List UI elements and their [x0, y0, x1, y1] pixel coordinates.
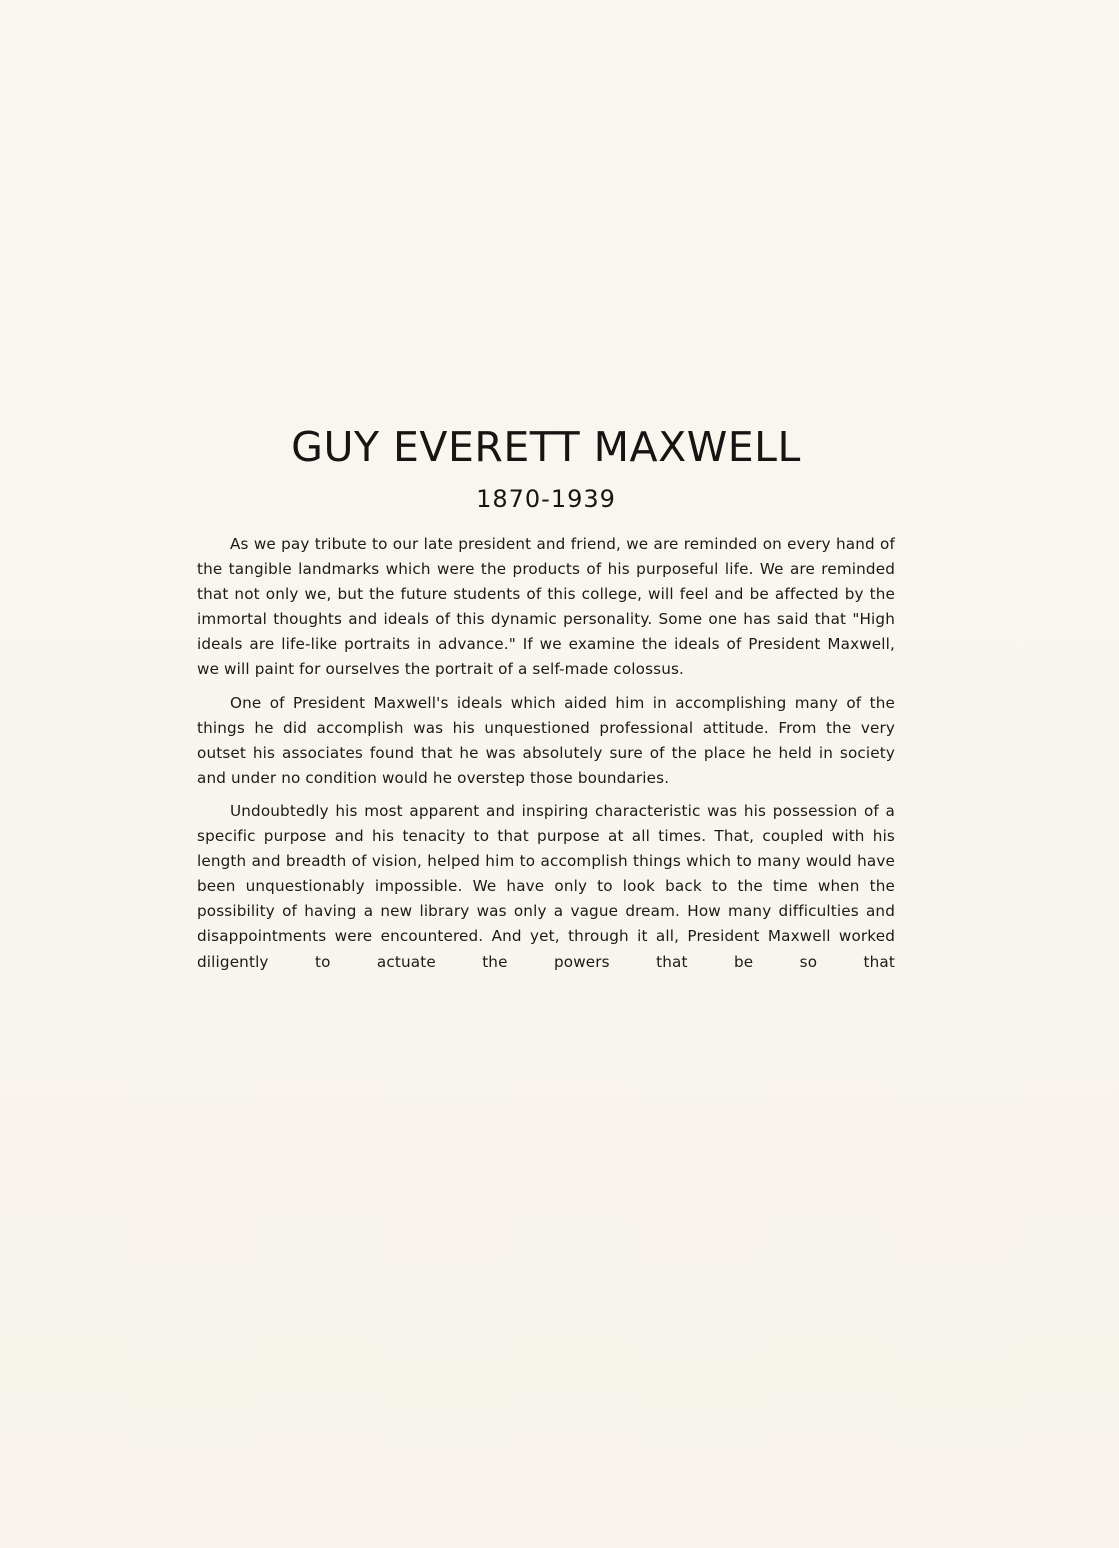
- paragraph-2: One of President Maxwell's ideals which aided him in accomplishing many of the things he did accomplish was his unquestioned professional attitude. From the very outset his associates found that he was absolutely sure of the place he held in society and under no condition would he overstep those boundaries.: [197, 693, 895, 787]
- paragraph-1: As we pay tribute to our late president and friend, we are reminded on every hand of the tangible landmarks which were the products of his purposeful life. We are reminded that not only we, but the future students of this college, will feel and be affected by the immortal thoughts and ideals of this dynamic personality. Some one has said that "High ideals are life-like portraits in advance." If we examine the ideals of President Maxwell, we will paint for ourselves the portrait of a self-made colossus.: [197, 535, 895, 679]
- life-years: 1870-1939: [476, 485, 616, 513]
- paragraph-3: Undoubtedly his most apparent and inspiring characteristic was his possession of a specific purpose and his tenacity to that purpose at all times. That, coupled with his length and breadth of vision, helped him to accomplish things which to many would have been unquestionably impossible. We have only to look back to the time when the possibility of having a new library was only a vague dream. How many difficulties and disappointments were encountered. And yet, through it all, President Maxwell worked diligently to actuate the powers that be so that: [197, 801, 895, 971]
- page-title: GUY EVERETT MAXWELL: [291, 423, 801, 471]
- article-body: [197, 532, 895, 975]
- memorial-article: [197, 420, 895, 983]
